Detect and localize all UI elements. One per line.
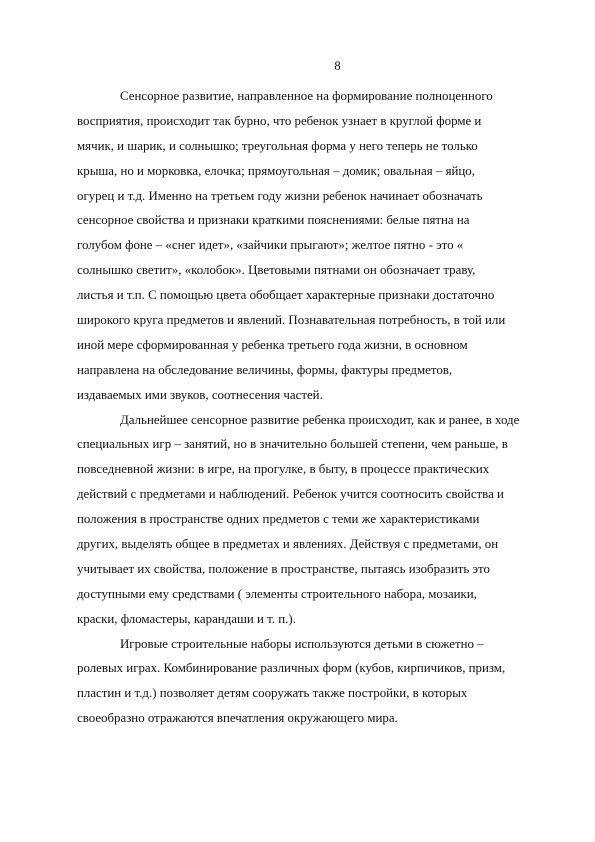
paragraph-line: Сенсорное развитие, направленное на формирование полноценного [120, 89, 493, 103]
paragraph-line: своеобразно отражаются впечатления окружающего мира. [77, 711, 398, 726]
paragraph-3 [77, 632, 549, 732]
paragraph-line: Игровые строительные наборы используются детьми в сюжетно – [120, 636, 484, 651]
paragraph-line: голубом фоне – «снег идет», «зайчики прыгают»; желтое пятно - это « [77, 238, 464, 253]
paragraph-line: доступными ему средствами ( элементы строительного набора, мозаики, [77, 586, 477, 601]
page-number: 8 [334, 59, 341, 73]
paragraph-line: специальных игр – занятий, но в значительно большей степени, чем раньше, в [77, 437, 508, 452]
paragraph-2 [77, 408, 549, 632]
paragraph-line: крыша, но и морковка, елочка; прямоугольная – домик; овальная – яйцо, [77, 163, 475, 178]
paragraph-line: огурец и т.д. Именно на третьем году жизни ребенок начинает обозначать [77, 188, 483, 203]
paragraph-line: иной мере сформированная у ребенка третьего года жизни, в основном [77, 337, 468, 352]
paragraph-line: мячик, и шарик, и солнышко; треугольная форма у него теперь не только [77, 138, 478, 153]
paragraph-line: сенсорное свойства и признаки краткими пояснениями: белые пятна на [77, 213, 470, 228]
paragraph-line: повседневной жизни: в игре, на прогулке, в быту, в процессе практических [77, 462, 490, 477]
paragraph-line: восприятия, происходит так бурно, что ребенок узнает в круглой форме и [77, 113, 482, 128]
paragraph-line: широкого круга предметов и явлений. Познавательная потребность, в той или [77, 313, 506, 328]
paragraph-line: действий с предметами и наблюдений. Ребенок учится соотносить свойства и [77, 487, 504, 502]
paragraph-line: краски, фломастеры, карандаши и т. п.). [77, 611, 296, 626]
paragraph-line: листья и т.п. С помощью цвета обобщает характерные признаки достаточно [77, 288, 495, 303]
paragraph-line: издаваемых ими звуков, соотнесения частей. [77, 387, 323, 402]
paragraph-line: пластин и т.д.) позволяет детям сооружать также постройки, в которых [77, 686, 468, 701]
paragraph-line: учитывает их свойства, положение в пространстве, пытаясь изобразить это [77, 561, 490, 576]
paragraph-line: ролевых играх. Комбинирование различных форм (кубов, кирпичиков, призм, [77, 661, 506, 676]
body-text [77, 84, 549, 731]
paragraph-1 [77, 84, 549, 408]
paragraph-line: других, выделять общее в предметах и явлениях. Действуя с предметами, он [77, 537, 499, 552]
paragraph-line: положения в пространстве одних предметов с теми же характеристиками [77, 512, 480, 527]
paragraph-line: солнышко светит», «колобок». Цветовыми пятнами он обозначает траву, [77, 263, 476, 278]
paragraph-line: направлена на обследование величины, формы, фактуры предметов, [77, 362, 453, 377]
paragraph-line: Дальнейшее сенсорное развитие ребенка происходит, как и ранее, в ходе [120, 412, 520, 427]
